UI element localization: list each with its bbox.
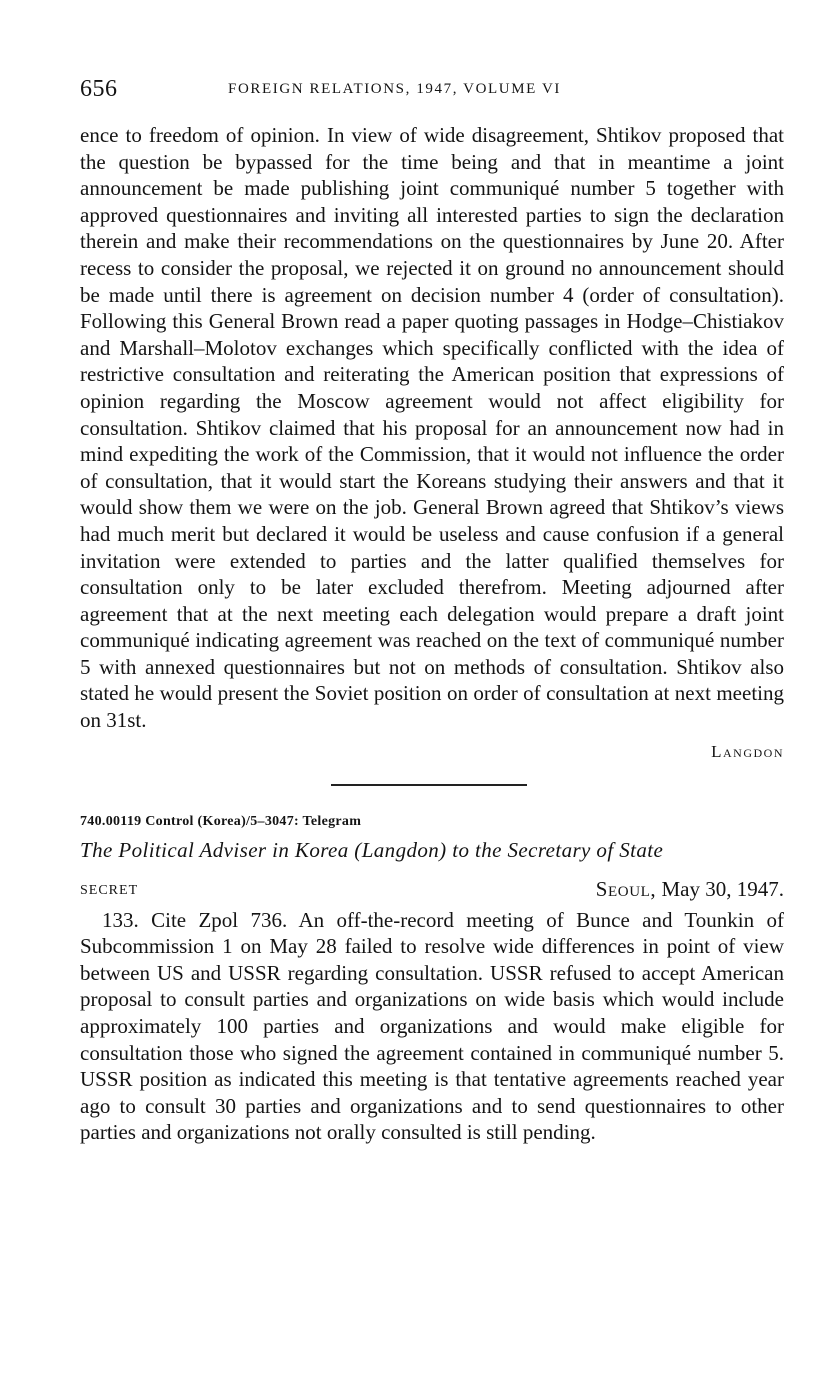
dateline <box>80 877 784 903</box>
running-title: FOREIGN RELATIONS, 1947, VOLUME VI <box>228 81 562 97</box>
section-divider <box>331 784 527 786</box>
classification-label: SECRET <box>80 882 139 898</box>
telegram-body: 133. Cite Zpol 736. An off-the-record meeting of Bunce and Tounkin of Subcommission 1 on May 28 failed to resolve wide differences in point of view between US and USSR regarding consultation. USSR refused to accept American proposal to consult parties and organizations on wide basis which would include approximately 100 parties and organizations and would make eligible for consultation those who signed the agreement contained in communiqué number 5. USSR position as indicated this meeting is that tentative agreements reached year ago to consult 30 parties and organizations and to send questionnaires to other parties and organizations not orally consulted is still pending. <box>80 907 784 1145</box>
document-page <box>80 70 784 1146</box>
place-date <box>596 877 784 902</box>
page-number: 656 <box>80 76 118 102</box>
running-header <box>80 70 784 110</box>
document-title: The Political Adviser in Korea (Langdon) to the Secretary of State <box>80 837 664 862</box>
place: Seoul, <box>595 876 657 901</box>
date: May 30, 1947. <box>661 876 784 901</box>
continued-paragraph: ence to freedom of opinion. In view of wide disagreement, Shtikov proposed that the question be bypassed for the time being and that in meantime a joint announcement be made publishing joint communiqué number 5 together with approved questionnaires and inviting all interested parties to sign the declaration therein and make their recommendations on the questionnaires by June 20. After recess to consider the proposal, we rejected it on ground no announcement should be made until there is agreement on decision number 4 (order of consultation). Following this General Brown read a paper quoting passages in Hodge–Chistiakov and Marshall–Molotov exchanges which specifically conflicted with the idea of restrictive consultation and reiterating the American position that expressions of opinion regarding the Moscow agreement would not affect eligibility for consultation. Shtikov claimed that his proposal for an announcement now had in mind expediting the work of the Commission, that it would not influence the order of consultation, that it would start the Koreans studying their answers and that it would show them we were on the job. General Brown agreed that Shtikov’s views had much merit but declared it would be useless and cause confusion if a general invitation were extended to parties and the latter qualified themselves for consultation only to be later excluded therefrom. Meeting adjourned after agreement that at the next meeting each delegation would prepare a draft joint communiqué indicating agreement was reached on the text of communiqué number 5 with annexed questionnaires but not on methods of consultation. Shtikov also stated he would present the Soviet position on order of consultation at next meeting on 31st. <box>80 123 784 733</box>
signature: Langdon <box>711 741 784 761</box>
file-number: 740.00119 Control (Korea)/5–3047: Telegram <box>80 813 362 829</box>
